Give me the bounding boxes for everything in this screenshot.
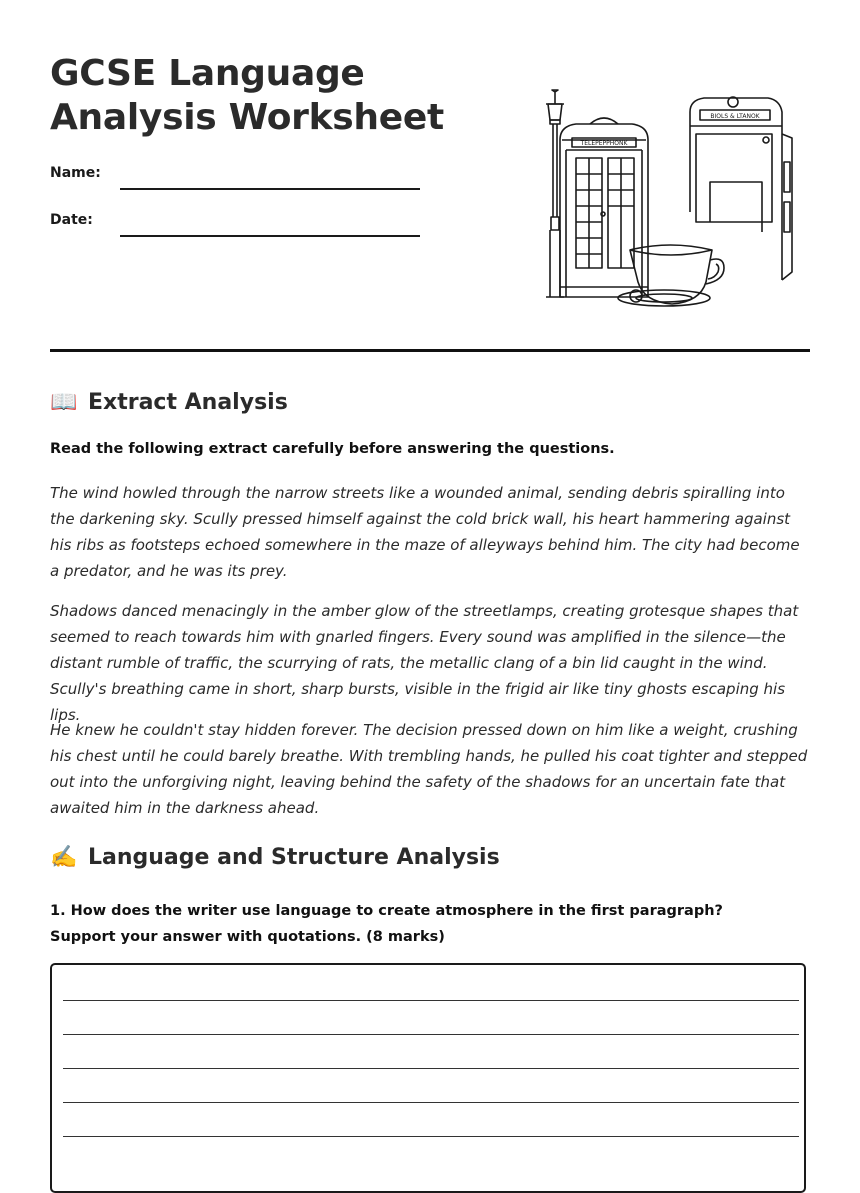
analysis-heading-text: Language and Structure Analysis — [88, 845, 500, 870]
question-1: 1. How does the writer use language to create atmosphere in the first paragraph? Support your answer with quotations. (8 marks) — [50, 903, 723, 945]
extract-section-heading — [50, 390, 288, 415]
name-input-line[interactable] — [120, 188, 420, 190]
date-field — [50, 212, 420, 228]
date-label: Date: — [50, 212, 93, 228]
date-input-line[interactable] — [120, 235, 420, 237]
extract-heading-text: Extract Analysis — [88, 390, 288, 415]
analysis-section-heading — [50, 845, 500, 870]
phone-boxes-teacup-icon — [540, 82, 800, 314]
answer-line[interactable] — [63, 1034, 799, 1035]
extract-paragraph-1: The wind howled through the narrow streets like a wounded animal, sending debris spiralling into the darkening sky. Scully pressed himself against the cold brick wall, his heart hammering against his ribs as footsteps echoed somewhere in the maze of alleyways behind him. The city had become a predator, and he was its prey. — [50, 484, 800, 580]
extract-paragraph-3: He knew he couldn't stay hidden forever. The decision pressed down on him like a weight, crushing his chest until he could barely breathe. With trembling hands, he pulled his coat tighter and stepped out into the unforgiving night, leaving behind the safety of the shadows for an uncertain fate that awaited him in the darkness ahead. — [50, 721, 808, 817]
extract-instruction: Read the following extract carefully before answering the questions. — [50, 441, 615, 457]
extract-paragraph-2: Shadows danced menacingly in the amber glow of the streetlamps, creating grotesque shapes that seemed to reach towards him with gnarled fingers. Every sound was amplified in the silence—the distant rumble of traffic, the scurrying of rats, the metallic clang of a bin lid caught in the wind. Scully's breathing came in short, sharp bursts, visible in the frigid air like tiny ghosts escaping his lips. — [50, 602, 799, 724]
svg-text:BIOLS & LTANOK: BIOLS & LTANOK — [710, 113, 760, 120]
answer-line[interactable] — [63, 1136, 799, 1137]
answer-line[interactable] — [63, 1000, 799, 1001]
book-icon: 📖 — [50, 390, 78, 415]
writing-hand-icon: ✍️ — [50, 845, 78, 870]
name-label: Name: — [50, 165, 101, 181]
name-field — [50, 165, 420, 181]
header-divider — [50, 349, 810, 352]
svg-text:TELEPEPPHONK: TELEPEPPHONK — [580, 140, 628, 147]
page-title: GCSE Language Analysis Worksheet — [50, 53, 444, 138]
answer-line[interactable] — [63, 1068, 799, 1069]
answer-line[interactable] — [63, 1102, 799, 1103]
answer-box-question-1[interactable] — [50, 963, 806, 1193]
